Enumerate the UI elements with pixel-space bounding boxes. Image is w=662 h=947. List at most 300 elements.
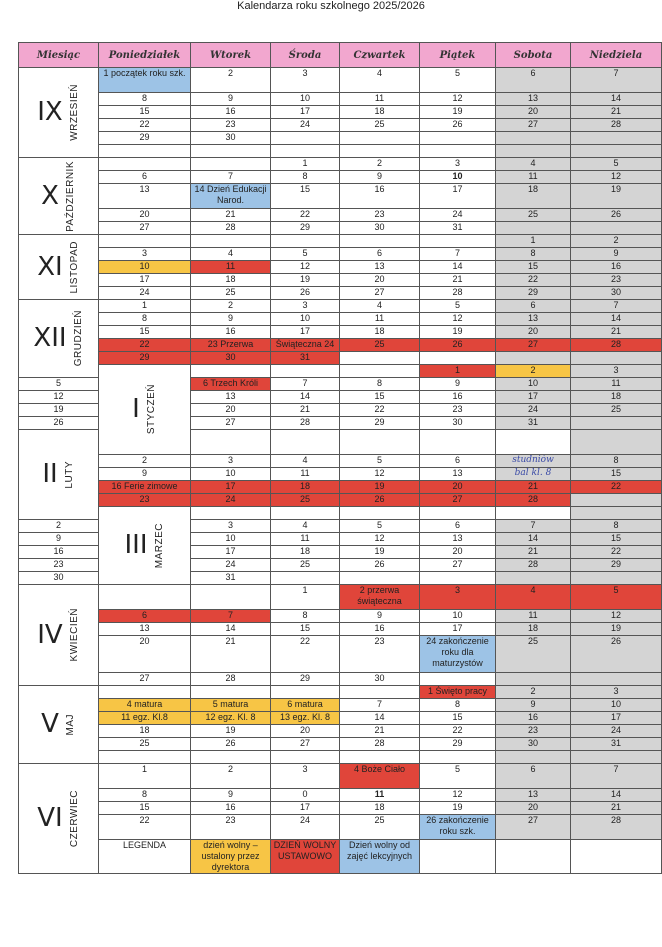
- day-cell: [99, 585, 191, 610]
- day-cell: 12: [420, 93, 496, 106]
- day-cell: 9: [19, 533, 99, 546]
- day-cell: 28: [571, 339, 662, 352]
- day-cell: 20: [99, 636, 191, 673]
- month-december: [19, 300, 99, 378]
- day-cell: 14: [340, 712, 420, 725]
- day-cell: 11: [496, 171, 571, 184]
- day-cell: 27: [420, 559, 496, 572]
- day-cell: [571, 145, 662, 158]
- day-cell: [420, 673, 496, 686]
- month-name: KWIECIEŃ: [68, 608, 80, 662]
- day-cell: 20: [420, 546, 496, 559]
- day-cell: 30: [420, 417, 496, 430]
- week-row: [19, 93, 662, 106]
- day-cell: 25: [340, 119, 420, 132]
- day-cell: 5: [340, 455, 420, 468]
- day-cell: 12: [420, 789, 496, 802]
- day-cell: [496, 673, 571, 686]
- day-cell: 15: [99, 802, 191, 815]
- spacer-row: [19, 145, 662, 158]
- month-roman: X: [41, 180, 59, 211]
- day-cell: [340, 352, 420, 365]
- day-cell: 21: [420, 274, 496, 287]
- day-cell: 24: [496, 404, 571, 417]
- day-cell: 22: [99, 339, 191, 352]
- week-row: [19, 274, 662, 287]
- day-cell: 6: [496, 300, 571, 313]
- day-cell: 13: [420, 533, 496, 546]
- day-cell: [340, 145, 420, 158]
- day-cell: 11 egz. Kl.8: [99, 712, 191, 725]
- month-name: PAŹDZIERNIK: [64, 160, 76, 232]
- day-cell: 17: [420, 623, 496, 636]
- day-cell: 18: [571, 391, 662, 404]
- day-cell: 3: [271, 68, 340, 93]
- day-cell: 17: [99, 274, 191, 287]
- day-cell: 4: [340, 300, 420, 313]
- day-cell: 5: [271, 248, 340, 261]
- day-cell: [420, 840, 496, 874]
- day-cell: 10: [420, 610, 496, 623]
- day-cell: [571, 751, 662, 764]
- day-cell: 3: [571, 686, 662, 699]
- day-cell: 11: [571, 378, 662, 391]
- header-monday: Poniedziałek: [99, 43, 191, 68]
- week-row: [19, 235, 662, 248]
- day-cell: 20: [271, 725, 340, 738]
- day-cell: 1: [420, 365, 496, 378]
- day-cell: 4: [496, 585, 571, 610]
- day-cell: 16: [191, 802, 271, 815]
- day-cell: 9: [191, 313, 271, 326]
- day-cell: [571, 352, 662, 365]
- day-cell: 17: [271, 326, 340, 339]
- day-cell: [271, 430, 340, 455]
- day-cell: 7: [191, 171, 271, 184]
- day-cell: 4: [191, 248, 271, 261]
- week-row: [19, 623, 662, 636]
- day-cell: [271, 145, 340, 158]
- day-cell: 22: [420, 725, 496, 738]
- day-cell: 26: [420, 119, 496, 132]
- day-cell: 14: [420, 261, 496, 274]
- week-row: [19, 468, 662, 481]
- week-row: [19, 68, 662, 93]
- day-cell: 20: [496, 802, 571, 815]
- day-cell: 6: [99, 171, 191, 184]
- day-cell: [496, 840, 571, 874]
- day-cell: 29: [496, 287, 571, 300]
- day-cell: 25: [271, 494, 340, 507]
- day-cell: [191, 365, 271, 378]
- day-cell: 27: [99, 222, 191, 235]
- day-cell: 23: [571, 274, 662, 287]
- day-cell: 9: [496, 699, 571, 712]
- day-cell: 7: [340, 699, 420, 712]
- day-cell: 30: [191, 132, 271, 145]
- day-cell: 14 Dzień Edukacji Narod.: [191, 184, 271, 209]
- month-name: MAJ: [64, 713, 76, 736]
- day-cell: 18: [496, 623, 571, 636]
- day-cell: 7: [191, 610, 271, 623]
- day-cell: 12: [571, 610, 662, 623]
- day-cell: 26: [571, 209, 662, 222]
- month-january: [99, 365, 191, 455]
- day-cell: 26: [19, 417, 99, 430]
- day-cell: 17: [271, 802, 340, 815]
- day-cell: 15: [271, 184, 340, 209]
- day-cell: [271, 132, 340, 145]
- legend-row: [19, 840, 662, 874]
- day-cell: [571, 673, 662, 686]
- day-cell: 22: [271, 636, 340, 673]
- day-cell: 11: [496, 610, 571, 623]
- day-cell: 10: [99, 261, 191, 274]
- day-cell: 22: [496, 274, 571, 287]
- day-cell: 8: [571, 455, 662, 468]
- day-cell: 18: [340, 106, 420, 119]
- day-cell: 5: [571, 158, 662, 171]
- day-cell: 29: [420, 738, 496, 751]
- month-roman: XII: [33, 323, 67, 353]
- week-row: [19, 699, 662, 712]
- day-cell: 11: [271, 468, 340, 481]
- day-cell: 0: [271, 789, 340, 802]
- day-cell: 6: [496, 764, 571, 789]
- day-cell: 20: [99, 209, 191, 222]
- day-cell: [571, 417, 662, 430]
- week-row: [19, 802, 662, 815]
- day-cell: [496, 751, 571, 764]
- day-cell: 8: [99, 313, 191, 326]
- day-cell: 17: [191, 546, 271, 559]
- day-cell: 11: [340, 789, 420, 802]
- day-cell: 19: [340, 546, 420, 559]
- day-cell: [340, 751, 420, 764]
- day-cell: 8: [99, 789, 191, 802]
- week-row: [19, 313, 662, 326]
- day-cell: 7: [571, 68, 662, 93]
- day-cell: 26: [340, 494, 420, 507]
- month-february: [19, 430, 99, 520]
- day-cell: [571, 222, 662, 235]
- day-cell: 21: [191, 209, 271, 222]
- day-cell: 30: [340, 222, 420, 235]
- day-cell: 25: [271, 559, 340, 572]
- day-cell: 28: [571, 815, 662, 840]
- day-cell: 21: [496, 546, 571, 559]
- day-cell: 16: [496, 712, 571, 725]
- day-cell: 27: [496, 815, 571, 840]
- day-cell: 8: [571, 520, 662, 533]
- day-cell: 21: [571, 326, 662, 339]
- week-row: [19, 455, 662, 468]
- day-cell: 15: [571, 468, 662, 481]
- day-cell: 27: [271, 738, 340, 751]
- day-cell: 22: [271, 209, 340, 222]
- day-cell: 23: [496, 725, 571, 738]
- day-cell: 12: [571, 171, 662, 184]
- day-cell: 12: [340, 468, 420, 481]
- week-row: [19, 686, 662, 699]
- day-cell: 23: [340, 636, 420, 673]
- week-row: [19, 184, 662, 209]
- month-november: [19, 235, 99, 300]
- day-cell: 19: [420, 802, 496, 815]
- week-row: [19, 339, 662, 352]
- week-row: [19, 507, 662, 520]
- week-row: [19, 106, 662, 119]
- school-calendar-table: [18, 42, 662, 874]
- day-cell: 9: [340, 610, 420, 623]
- day-cell: 6: [420, 520, 496, 533]
- day-cell: 4 matura: [99, 699, 191, 712]
- day-cell: 2: [99, 455, 191, 468]
- day-cell: [420, 235, 496, 248]
- day-cell: 2: [496, 686, 571, 699]
- day-cell: [571, 572, 662, 585]
- day-cell: 24: [571, 725, 662, 738]
- day-cell: 5: [340, 520, 420, 533]
- day-cell: 6: [420, 455, 496, 468]
- day-cell: 1 początek roku szk.: [99, 68, 191, 93]
- day-cell: 7: [571, 300, 662, 313]
- day-cell: 2 przerwa świąteczna: [340, 585, 420, 610]
- day-cell: 2: [191, 300, 271, 313]
- day-cell: 30: [340, 673, 420, 686]
- day-cell: 15: [340, 391, 420, 404]
- day-cell: 23: [420, 404, 496, 417]
- day-cell: 28: [496, 559, 571, 572]
- day-cell: 3: [191, 520, 271, 533]
- week-row: [19, 815, 662, 840]
- day-cell: 21: [496, 481, 571, 494]
- handwritten-note: studniów: [496, 455, 571, 468]
- month-name: WRZESIEŃ: [68, 84, 80, 141]
- month-roman: I: [132, 394, 140, 424]
- day-cell: 12: [19, 391, 99, 404]
- day-cell: 13: [99, 623, 191, 636]
- day-cell: 1 Święto pracy: [420, 686, 496, 699]
- day-cell: 23: [191, 119, 271, 132]
- header-sunday: Niedziela: [571, 43, 662, 68]
- month-name: MARZEC: [153, 522, 165, 569]
- day-cell: 19: [571, 184, 662, 209]
- day-cell: [271, 365, 340, 378]
- month-roman: IV: [37, 619, 63, 650]
- day-cell: 15: [420, 712, 496, 725]
- day-cell: 13: [191, 391, 271, 404]
- day-cell: [571, 840, 662, 874]
- day-cell: 23: [340, 209, 420, 222]
- day-cell: 19: [571, 623, 662, 636]
- day-cell: 27: [496, 339, 571, 352]
- month-april: [19, 585, 99, 686]
- week-row: [19, 789, 662, 802]
- day-cell: 27: [191, 417, 271, 430]
- day-cell: 22: [99, 119, 191, 132]
- day-cell: 3: [99, 248, 191, 261]
- day-cell: 25: [496, 636, 571, 673]
- day-cell: 6 Trzech Króli: [191, 378, 271, 391]
- day-cell: 14: [571, 789, 662, 802]
- day-cell: 31: [571, 738, 662, 751]
- day-cell: [420, 430, 496, 455]
- day-cell: 3: [271, 764, 340, 789]
- day-cell: 24: [271, 119, 340, 132]
- day-cell: [99, 235, 191, 248]
- week-row: [19, 610, 662, 623]
- day-cell: [191, 430, 271, 455]
- week-row: [19, 738, 662, 751]
- day-cell: 14: [571, 313, 662, 326]
- week-row: [19, 764, 662, 789]
- month-may: [19, 686, 99, 764]
- day-cell: [271, 686, 340, 699]
- day-cell: 2: [340, 158, 420, 171]
- day-cell: 23: [99, 494, 191, 507]
- day-cell: [420, 352, 496, 365]
- month-name: LUTY: [63, 460, 75, 489]
- day-cell: 24: [271, 815, 340, 840]
- day-cell: 10: [571, 699, 662, 712]
- day-cell: 4 Boże Ciało: [340, 764, 420, 789]
- day-cell: 10: [271, 93, 340, 106]
- day-cell: [271, 507, 340, 520]
- day-cell: 5: [420, 300, 496, 313]
- day-cell: [340, 235, 420, 248]
- day-cell: 19: [420, 326, 496, 339]
- day-cell: [571, 507, 662, 520]
- day-cell: [420, 507, 496, 520]
- day-cell: 28: [191, 673, 271, 686]
- day-cell: 27: [340, 287, 420, 300]
- day-cell: 15: [99, 106, 191, 119]
- week-row: [19, 209, 662, 222]
- day-cell: 13: [340, 261, 420, 274]
- day-cell: [271, 751, 340, 764]
- day-cell: 9: [191, 93, 271, 106]
- day-cell: 8: [271, 171, 340, 184]
- day-cell: [99, 751, 191, 764]
- legend-yellow: dzień wolny – ustalony przez dyrektora: [191, 840, 271, 874]
- day-cell: 10: [191, 468, 271, 481]
- day-cell: [191, 145, 271, 158]
- day-cell: 19: [271, 274, 340, 287]
- day-cell: [496, 222, 571, 235]
- week-row: [19, 158, 662, 171]
- day-cell: 4: [271, 455, 340, 468]
- day-cell: 11: [191, 261, 271, 274]
- day-cell: 16 Ferie zimowe: [99, 481, 191, 494]
- day-cell: [420, 751, 496, 764]
- day-cell: 12 egz. Kl. 8: [191, 712, 271, 725]
- day-cell: [271, 572, 340, 585]
- day-cell: 28: [340, 738, 420, 751]
- week-row: [19, 326, 662, 339]
- week-row: [19, 585, 662, 610]
- day-cell: 10: [420, 171, 496, 184]
- day-cell: 20: [191, 404, 271, 417]
- day-cell: [496, 572, 571, 585]
- day-cell: 26 zakończenie roku szk.: [420, 815, 496, 840]
- day-cell: 17: [420, 184, 496, 209]
- week-row: [19, 673, 662, 686]
- day-cell: 30: [571, 287, 662, 300]
- month-september: [19, 68, 99, 158]
- day-cell: 8: [420, 699, 496, 712]
- day-cell: 7: [496, 520, 571, 533]
- day-cell: 14: [571, 93, 662, 106]
- day-cell: 19: [340, 481, 420, 494]
- week-row: [19, 171, 662, 184]
- day-cell: [191, 507, 271, 520]
- legend-red: DZIEŃ WOLNY USTAWOWO: [271, 840, 340, 874]
- day-cell: 30: [496, 738, 571, 751]
- day-cell: [420, 572, 496, 585]
- day-cell: 21: [271, 404, 340, 417]
- day-cell: 12: [340, 533, 420, 546]
- day-cell: 22: [99, 815, 191, 840]
- header-wednesday: Środa: [271, 43, 340, 68]
- day-cell: Świąteczna 24: [271, 339, 340, 352]
- day-cell: 28: [191, 222, 271, 235]
- day-cell: 26: [340, 559, 420, 572]
- day-cell: [191, 235, 271, 248]
- day-cell: 4: [271, 520, 340, 533]
- day-cell: 24: [99, 287, 191, 300]
- day-cell: [571, 430, 662, 455]
- day-cell: 19: [19, 404, 99, 417]
- day-cell: 9: [420, 378, 496, 391]
- day-cell: 13: [99, 184, 191, 209]
- day-cell: [420, 145, 496, 158]
- day-cell: 25: [191, 287, 271, 300]
- day-cell: 20: [496, 326, 571, 339]
- day-cell: [191, 585, 271, 610]
- week-row: [19, 481, 662, 494]
- month-name: LISTOPAD: [68, 240, 80, 294]
- week-row: [19, 287, 662, 300]
- day-cell: 22: [571, 546, 662, 559]
- page-title: Kalendarza roku szkolnego 2025/2026: [237, 0, 425, 12]
- day-cell: 24 zakończenie roku dla maturzystów: [420, 636, 496, 673]
- day-cell: [191, 751, 271, 764]
- handwritten-note: bal kl. 8: [496, 468, 571, 481]
- month-march: [99, 507, 191, 585]
- day-cell: 7: [271, 378, 340, 391]
- day-cell: 30: [191, 352, 271, 365]
- day-cell: 15: [99, 326, 191, 339]
- day-cell: 3: [271, 300, 340, 313]
- day-cell: 18: [340, 802, 420, 815]
- day-cell: 16: [571, 261, 662, 274]
- day-cell: 26: [571, 636, 662, 673]
- day-cell: 3: [191, 455, 271, 468]
- header-thursday: Czwartek: [340, 43, 420, 68]
- day-cell: 11: [340, 93, 420, 106]
- day-cell: 28: [496, 494, 571, 507]
- day-cell: [496, 430, 571, 455]
- day-cell: 17: [271, 106, 340, 119]
- day-cell: 3: [420, 585, 496, 610]
- day-cell: 20: [496, 106, 571, 119]
- day-cell: 27: [99, 673, 191, 686]
- day-cell: 19: [420, 106, 496, 119]
- day-cell: 3: [571, 365, 662, 378]
- day-cell: 21: [191, 636, 271, 673]
- month-name: CZERWIEC: [68, 789, 80, 848]
